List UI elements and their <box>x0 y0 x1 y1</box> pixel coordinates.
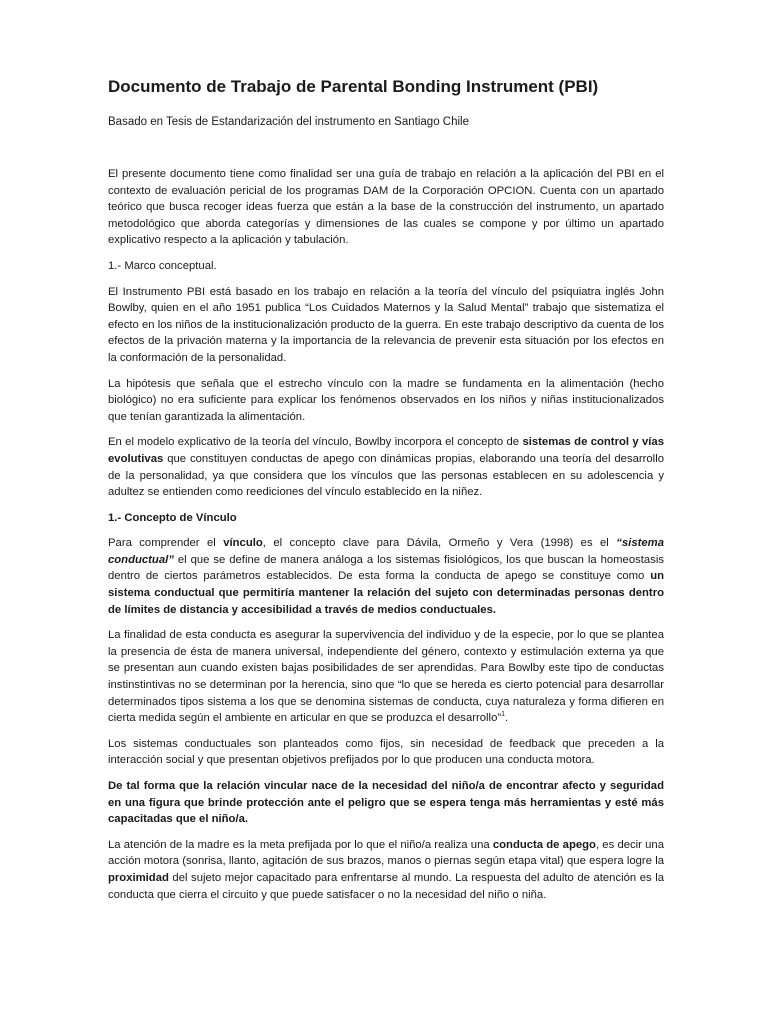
bold-term: un sistema conductual que permitiría mantener la relación del sujeto con determinadas personas dentro de límites de distancia y accesibilidad a través de medios conductuales. <box>108 570 664 616</box>
bold-italic-term: “sistema conductual” <box>108 537 664 566</box>
intro-paragraph: El presente documento tiene como finalidad ser una guía de trabajo en relación a la aplicación del PBI en el contexto de evaluación pericial de los programas DAM de la Corporación OPCION. Cuenta con un apartado teórico que busca recoger ideas fuerza que están a la base de la construcción del instrumento, un apartado metodológico que aborda categorías y dimensiones de las cuales se compone y por último un apartado explicativo respecto a la aplicación y tabulación. <box>108 168 664 247</box>
paragraph-hipotesis: La hipótesis que señala que el estrecho vínculo con la madre se fundamenta en la alimentación (hecho biológico) no era suficiente para explicar los fenómenos observados en los niños y niñas institucionalizados que tenían garantizada la alimentación. <box>108 377 664 423</box>
section-heading-marco-conceptual: 1.- Marco conceptual. <box>108 259 217 272</box>
document-page <box>108 76 664 912</box>
bold-term: vínculo <box>223 537 263 550</box>
text-run: el que se define de manera análoga a los sistemas fisiológicos, los que buscan la homeostasis dentro de ciertos parámetros establecidos. De esta forma la conducta de apego se constituye como <box>108 553 664 583</box>
section-heading-concepto-vinculo: 1.- Concepto de Vínculo <box>108 511 237 524</box>
paragraph-sistema-conductual <box>108 535 664 618</box>
text-run: La atención de la madre es la meta prefijada por lo que el niño/a realiza una <box>108 838 493 851</box>
bold-term: sistemas de control y vías evolutivas <box>108 436 664 465</box>
text-run: , es decir una acción motora (sonrisa, llanto, agitación de sus brazos, manos o piernas según etapa vital) que espera logre la <box>108 838 664 868</box>
bold-term: proximidad <box>108 871 169 884</box>
paragraph-modelo-explicativo <box>108 434 664 500</box>
paragraph-atencion-madre <box>108 837 664 903</box>
text-run: , el concepto clave para Dávila, Ormeño y Vera (1998) es el <box>262 537 617 550</box>
paragraph-finalidad <box>108 627 664 727</box>
text-run: . <box>505 712 509 725</box>
paragraph-sistemas-fijos: Los sistemas conductuales son planteados como fijos, sin necesidad de feedback que preceden a la interacción social y que presentan objetivos prefijados por lo que producen una conducta motora. <box>108 737 664 767</box>
text-run: Para comprender el <box>108 537 224 550</box>
text-run: que constituyen conductas de apego con dinámicas propias, elaborando una teoría del desarrollo de la personalidad, ya que considera que los vínculos que las personas establecen en su adolescencia y adultez se entienden como reediciones del vínculo establecido en la niñez. <box>108 452 664 499</box>
footnote-marker: 1 <box>501 711 506 719</box>
text-run: La finalidad de esta conducta es asegurar la supervivencia del individuo y de la especie, por lo que se plantea la presencia de ésta de manera universal, independiente del género, contexto y estimulación externa ya que se presentan aun cuando existen bajas posibilidades de ser aprendidas. Para Bowlby este tipo de conductas instinstintivas no se determinan por la herencia, sino que “lo que se hereda es cierto potencial para desarrollar determinados tipos sistema a los que se denomina sistemas de conducta, cuya naturaleza y forma difieren en cierta medida según el ambiente en articular en que se produzca el desarrollo” <box>108 629 664 725</box>
document-title: Documento de Trabajo de Parental Bonding Instrument (PBI) <box>108 77 599 96</box>
paragraph-bowlby: El Instrumento PBI está basado en los trabajo en relación a la teoría del vínculo del psiquiatra inglés John Bowlby, quien en el año 1951 publica “Los Cuidados Maternos y la Salud Mental” trabajo que sistematiza el efecto en los niños de la institucionalización producto de la guerra. En este trabajo descriptivo da cuenta de los efectos de la privación materna y la importancia de la relevancia de prevenir esta situación por los efectos en la conformación de la personalidad. <box>108 285 664 364</box>
text-run: En el modelo explicativo de la teoría del vínculo, Bowlby incorpora el concepto de <box>108 436 523 449</box>
paragraph-relacion-vincular: De tal forma que la relación vincular nace de la necesidad del niño/a de encontrar afecto y seguridad en una figura que brinde protección ante el peligro que se espera tenga más herramientas y esté más capacitadas que el niño/a. <box>108 780 664 826</box>
text-run: del sujeto mejor capacitado para enfrentarse al mundo. La respuesta del adulto de atención es la conducta que cierra el circuito y que puede satisfacer o no la necesidad del niño o niña. <box>108 871 664 901</box>
document-subtitle: Basado en Tesis de Estandarización del instrumento en Santiago Chile <box>108 116 469 128</box>
bold-term: conducta de apego <box>492 838 596 851</box>
